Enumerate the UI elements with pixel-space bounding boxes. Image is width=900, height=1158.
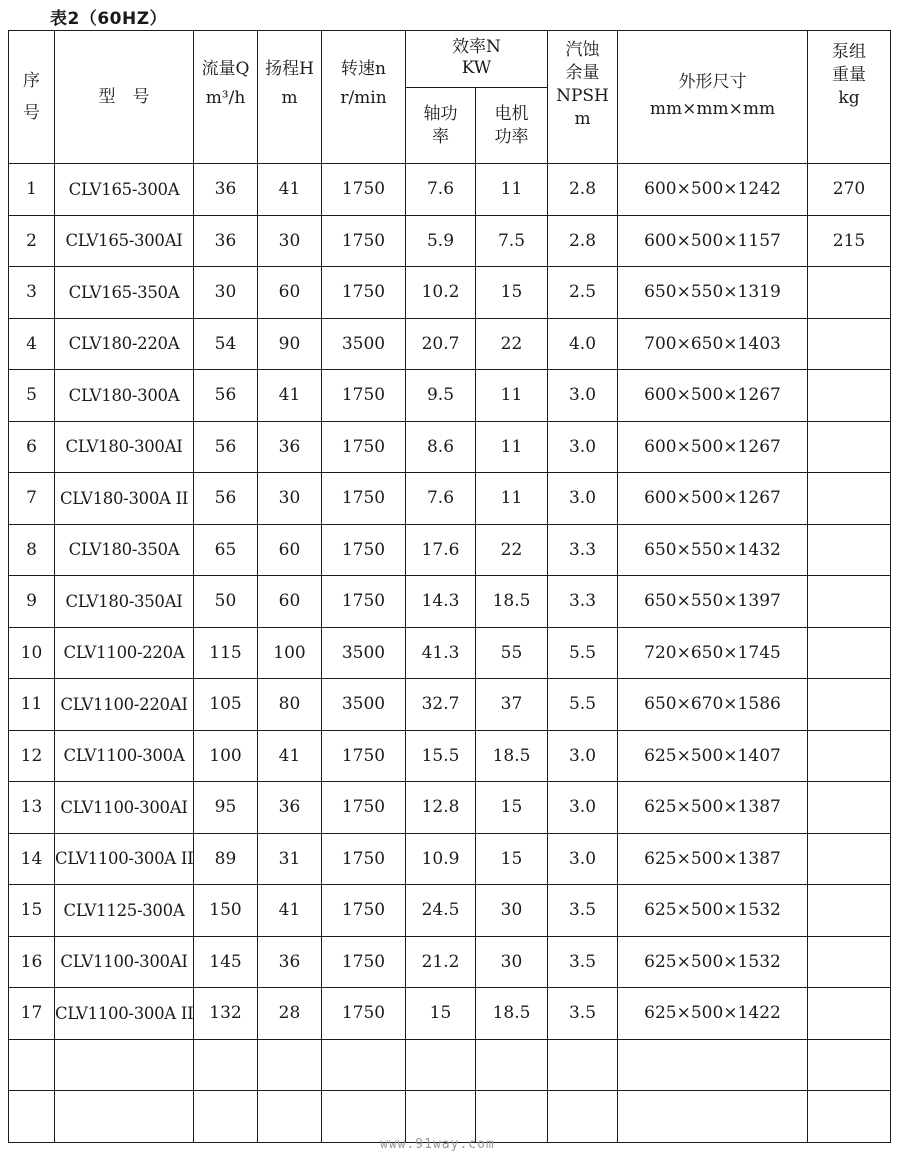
cell-npsh: 4.0 [548,318,618,370]
cell-model: CLV180-300AI [55,421,194,473]
cell-motor [476,1039,548,1091]
cell-model: CLV1100-220A [55,627,194,679]
cell-model: CLV180-350A [55,524,194,576]
cell-dims: 650×550×1319 [618,267,808,319]
cell-h: 60 [258,576,322,628]
cell-h: 36 [258,421,322,473]
cell-shaft: 9.5 [406,370,476,422]
cell-q: 36 [194,164,258,216]
cell-weight [808,318,891,370]
cell-h: 90 [258,318,322,370]
cell-npsh: 3.5 [548,936,618,988]
table-row [9,885,891,937]
cell-dims: 600×500×1242 [618,164,808,216]
table-row [9,988,891,1040]
cell-q: 56 [194,370,258,422]
cell-motor [476,1091,548,1143]
cell-no: 12 [9,730,55,782]
cell-q: 50 [194,576,258,628]
cell-no [9,1039,55,1091]
cell-weight [808,1039,891,1091]
cell-dims: 625×500×1387 [618,782,808,834]
cell-npsh: 3.3 [548,576,618,628]
cell-no: 11 [9,679,55,731]
cell-n: 1750 [322,936,406,988]
cell-h: 28 [258,988,322,1040]
table-row [9,576,891,628]
cell-n: 1750 [322,421,406,473]
table-caption: 表2（60HZ） [50,9,168,29]
cell-motor: 15 [476,782,548,834]
cell-q: 30 [194,267,258,319]
cell-n: 1750 [322,267,406,319]
cell-q: 132 [194,988,258,1040]
cell-n: 1750 [322,885,406,937]
cell-npsh: 3.0 [548,370,618,422]
cell-weight: 215 [808,215,891,267]
cell-shaft: 41.3 [406,627,476,679]
cell-n [322,1091,406,1143]
cell-npsh: 3.0 [548,473,618,525]
cell-model: CLV1100-300A [55,730,194,782]
cell-no: 8 [9,524,55,576]
cell-n: 1750 [322,988,406,1040]
cell-q: 105 [194,679,258,731]
cell-weight [808,833,891,885]
cell-weight [808,1091,891,1143]
cell-model [55,1091,194,1143]
cell-dims: 600×500×1267 [618,473,808,525]
cell-weight [808,370,891,422]
cell-motor: 22 [476,524,548,576]
cell-h: 60 [258,524,322,576]
cell-shaft: 24.5 [406,885,476,937]
cell-shaft: 21.2 [406,936,476,988]
header-speed: 转速n r/min [322,31,406,164]
cell-n: 1750 [322,215,406,267]
cell-npsh [548,1039,618,1091]
cell-model: CLV180-300A II [55,473,194,525]
header-weight: 泵组 重量 kg [808,31,891,164]
cell-npsh: 3.5 [548,988,618,1040]
cell-no: 9 [9,576,55,628]
cell-q: 115 [194,627,258,679]
cell-q: 56 [194,421,258,473]
cell-motor: 15 [476,267,548,319]
cell-h: 100 [258,627,322,679]
cell-dims: 650×550×1432 [618,524,808,576]
cell-no: 10 [9,627,55,679]
cell-q: 56 [194,473,258,525]
cell-shaft: 7.6 [406,164,476,216]
cell-shaft: 10.2 [406,267,476,319]
cell-h: 41 [258,730,322,782]
cell-shaft: 32.7 [406,679,476,731]
cell-motor: 30 [476,936,548,988]
cell-q: 145 [194,936,258,988]
cell-shaft [406,1091,476,1143]
cell-motor: 7.5 [476,215,548,267]
table-row [9,215,891,267]
cell-shaft: 15.5 [406,730,476,782]
cell-h: 41 [258,164,322,216]
cell-h: 60 [258,267,322,319]
cell-model: CLV180-220A [55,318,194,370]
cell-motor: 11 [476,164,548,216]
cell-dims: 650×550×1397 [618,576,808,628]
table-row [9,1091,891,1143]
cell-no: 4 [9,318,55,370]
cell-h: 36 [258,936,322,988]
table-row [9,370,891,422]
cell-dims: 625×500×1422 [618,988,808,1040]
cell-dims [618,1091,808,1143]
cell-dims: 600×500×1267 [618,370,808,422]
cell-model: CLV165-300A [55,164,194,216]
cell-shaft: 14.3 [406,576,476,628]
watermark: www.91way.com [380,1137,495,1152]
cell-h: 30 [258,473,322,525]
cell-n: 1750 [322,782,406,834]
cell-no: 3 [9,267,55,319]
cell-weight [808,782,891,834]
table-row [9,473,891,525]
cell-motor: 11 [476,473,548,525]
cell-n: 3500 [322,318,406,370]
cell-motor: 18.5 [476,988,548,1040]
cell-dims: 625×500×1532 [618,885,808,937]
cell-motor: 22 [476,318,548,370]
cell-n [322,1039,406,1091]
cell-no [9,1091,55,1143]
cell-motor: 37 [476,679,548,731]
cell-weight [808,730,891,782]
cell-q [194,1039,258,1091]
cell-weight: 270 [808,164,891,216]
cell-shaft: 7.6 [406,473,476,525]
table-row [9,318,891,370]
cell-weight [808,473,891,525]
cell-motor: 18.5 [476,576,548,628]
cell-dims: 600×500×1267 [618,421,808,473]
cell-npsh: 3.0 [548,421,618,473]
header-motor-power: 电机 功率 [476,88,548,164]
cell-n: 1750 [322,524,406,576]
cell-motor: 11 [476,421,548,473]
cell-weight [808,421,891,473]
cell-h: 36 [258,782,322,834]
cell-weight [808,988,891,1040]
header-power: 效率N KW [406,31,548,88]
cell-npsh: 2.8 [548,164,618,216]
cell-shaft: 8.6 [406,421,476,473]
cell-no: 14 [9,833,55,885]
cell-q: 65 [194,524,258,576]
cell-dims: 600×500×1157 [618,215,808,267]
header-flow: 流量Q m³/h [194,31,258,164]
cell-h [258,1091,322,1143]
header-model: 型 号 [55,31,194,164]
cell-weight [808,885,891,937]
table-row [9,164,891,216]
cell-dims: 720×650×1745 [618,627,808,679]
cell-motor: 30 [476,885,548,937]
cell-weight [808,936,891,988]
cell-model: CLV1100-220AI [55,679,194,731]
cell-weight [808,679,891,731]
cell-no: 2 [9,215,55,267]
cell-h: 30 [258,215,322,267]
cell-shaft: 10.9 [406,833,476,885]
cell-n: 3500 [322,679,406,731]
cell-n: 1750 [322,730,406,782]
pump-spec-table [8,30,891,1143]
table-row [9,1039,891,1091]
cell-motor: 18.5 [476,730,548,782]
cell-npsh: 3.3 [548,524,618,576]
table-row [9,730,891,782]
table-row [9,421,891,473]
table-row [9,833,891,885]
cell-n: 3500 [322,627,406,679]
cell-npsh: 5.5 [548,627,618,679]
cell-q: 150 [194,885,258,937]
cell-q: 95 [194,782,258,834]
cell-q: 36 [194,215,258,267]
cell-h: 80 [258,679,322,731]
cell-shaft [406,1039,476,1091]
header-dims: 外形尺寸 mm×mm×mm [618,31,808,164]
cell-dims: 625×500×1407 [618,730,808,782]
cell-model: CLV1125-300A [55,885,194,937]
cell-motor: 55 [476,627,548,679]
cell-no: 6 [9,421,55,473]
cell-model: CLV165-300AI [55,215,194,267]
cell-no: 7 [9,473,55,525]
cell-dims: 700×650×1403 [618,318,808,370]
header-npsh: 汽蚀 余量 NPSH m [548,31,618,164]
table-row [9,936,891,988]
cell-q: 100 [194,730,258,782]
cell-n: 1750 [322,833,406,885]
cell-weight [808,576,891,628]
cell-n: 1750 [322,576,406,628]
cell-dims: 650×670×1586 [618,679,808,731]
cell-q [194,1091,258,1143]
cell-n: 1750 [322,370,406,422]
cell-dims: 625×500×1387 [618,833,808,885]
cell-npsh: 3.0 [548,833,618,885]
cell-dims [618,1039,808,1091]
table-row [9,782,891,834]
cell-no: 5 [9,370,55,422]
cell-shaft: 17.6 [406,524,476,576]
cell-shaft: 15 [406,988,476,1040]
cell-weight [808,627,891,679]
cell-no: 1 [9,164,55,216]
cell-model [55,1039,194,1091]
cell-weight [808,267,891,319]
cell-shaft: 12.8 [406,782,476,834]
cell-shaft: 20.7 [406,318,476,370]
header-shaft-power: 轴功 率 [406,88,476,164]
cell-npsh [548,1091,618,1143]
cell-dims: 625×500×1532 [618,936,808,988]
cell-h: 41 [258,885,322,937]
cell-npsh: 2.8 [548,215,618,267]
cell-model: CLV1100-300AI [55,782,194,834]
cell-no: 16 [9,936,55,988]
cell-no: 17 [9,988,55,1040]
table-row [9,524,891,576]
cell-model: CLV180-300A [55,370,194,422]
table-row [9,679,891,731]
cell-shaft: 5.9 [406,215,476,267]
cell-h: 31 [258,833,322,885]
cell-npsh: 3.0 [548,730,618,782]
cell-h [258,1039,322,1091]
header-seq: 序 号 [9,31,55,164]
cell-q: 54 [194,318,258,370]
cell-npsh: 3.5 [548,885,618,937]
cell-model: CLV1100-300AI [55,936,194,988]
cell-motor: 11 [476,370,548,422]
cell-weight [808,524,891,576]
table-row [9,267,891,319]
cell-model: CLV165-350A [55,267,194,319]
cell-q: 89 [194,833,258,885]
cell-no: 13 [9,782,55,834]
table-row [9,627,891,679]
cell-h: 41 [258,370,322,422]
cell-motor: 15 [476,833,548,885]
cell-model: CLV1100-300A II [55,988,194,1040]
cell-npsh: 2.5 [548,267,618,319]
cell-npsh: 5.5 [548,679,618,731]
cell-n: 1750 [322,164,406,216]
cell-npsh: 3.0 [548,782,618,834]
cell-no: 15 [9,885,55,937]
cell-model: CLV1100-300A II [55,833,194,885]
cell-model: CLV180-350AI [55,576,194,628]
cell-n: 1750 [322,473,406,525]
header-head: 扬程H m [258,31,322,164]
